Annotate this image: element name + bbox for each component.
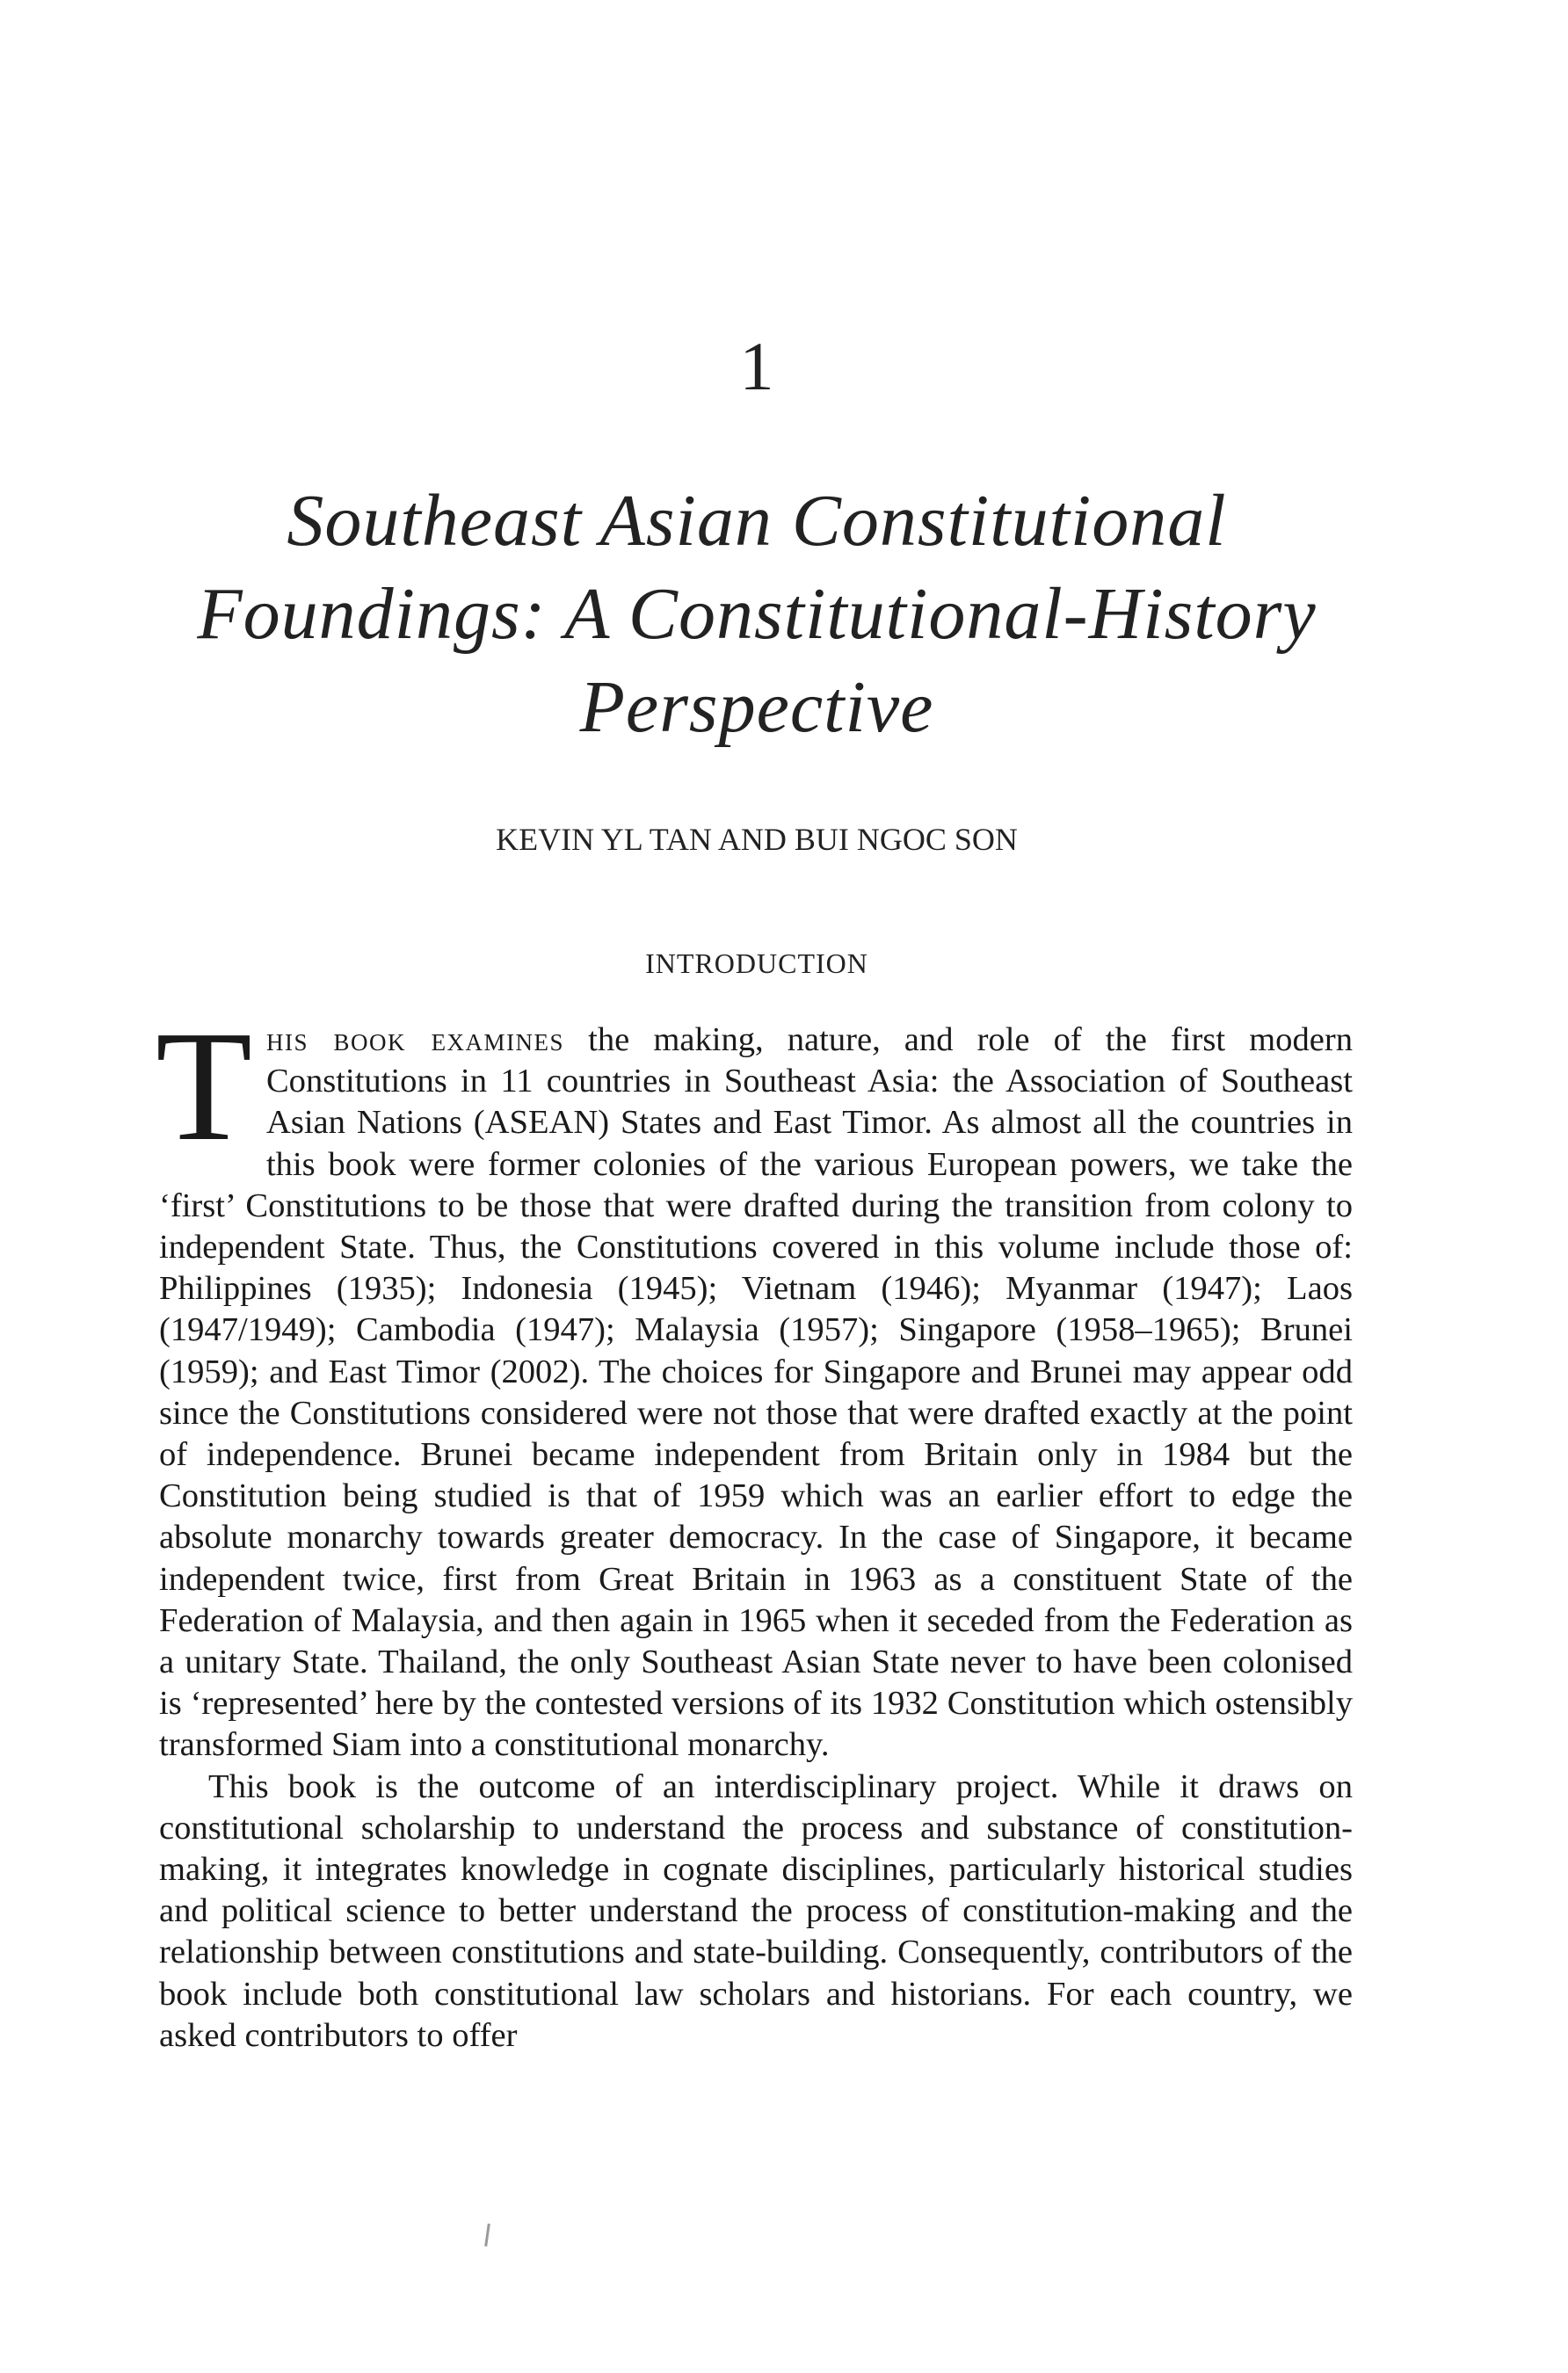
chapter-title-line: Perspective xyxy=(579,665,934,748)
chapter-title-line: Foundings: A Constitutional-History xyxy=(197,572,1317,655)
paragraph-1-text: the making, nature, and role of the first modern Constitutions in 11 countries in Southeast Asia: the Association of Southeast Asian Nations (ASEAN) States and East Timor. As almost all the countries in this book were former colonies of the various European powers, we take the ‘first’ Constitutions to be those that were drafted during the transition from colony to independent State. Thus, the Constitutions covered in this volume include those of: Philippines (1935); Indonesia (1945); Vietnam (1946); Myanmar (1947); Laos (1947/1949); Cambodia (1947); Malaysia (1957); Singapore (1958–1965); Brunei (1959); and East Timor (2002). The choices for Singapore and Brunei may appear odd since the Constitutions considered were not those that were drafted exactly at the point of independence. Brunei became independent from Britain only in 1984 but the Constitution being studied is that of 1959 which was an earlier effort to edge the absolute monarchy towards greater democracy. In the case of Singapore, it became independent twice, first from Great Britain in 1963 as a constituent State of the Federation of Malaysia, and then again in 1965 when it seceded from the Federation as a unitary State. Thailand, the only Southeast Asian State never to have been colonised is ‘represented’ here by the contested versions of its 1932 Constitution which ostensibly transformed Siam into a constitutional monarchy. xyxy=(159,1021,1354,1764)
chapter-authors: KEVIN YL TAN AND BUI NGOC SON xyxy=(496,822,1018,857)
section-heading: INTRODUCTION xyxy=(645,947,868,979)
scan-mark xyxy=(484,2224,490,2246)
chapter-number: 1 xyxy=(739,328,774,404)
lead-in-small-caps: his book examines xyxy=(265,1021,565,1058)
chapter-title-line: Southeast Asian Constitutional xyxy=(287,480,1227,562)
paragraph-2: This book is the outcome of an interdisciplinary project. While it draws on constitutional scholarship to understand the process and substance of constitution-making, it integrates knowledge in cognate disciplines, particularly historical studies and political science to better understand the process of constitution-making and the relationship between constitutions and state-building. Consequently, contributors of the book include both constitutional law scholars and historians. For each country, we asked contributors to offer xyxy=(159,1767,1353,2054)
body-text xyxy=(156,998,1354,2057)
drop-cap: T xyxy=(156,998,252,1173)
paragraph-1 xyxy=(156,998,1354,1767)
chapter-title xyxy=(0,475,1514,753)
